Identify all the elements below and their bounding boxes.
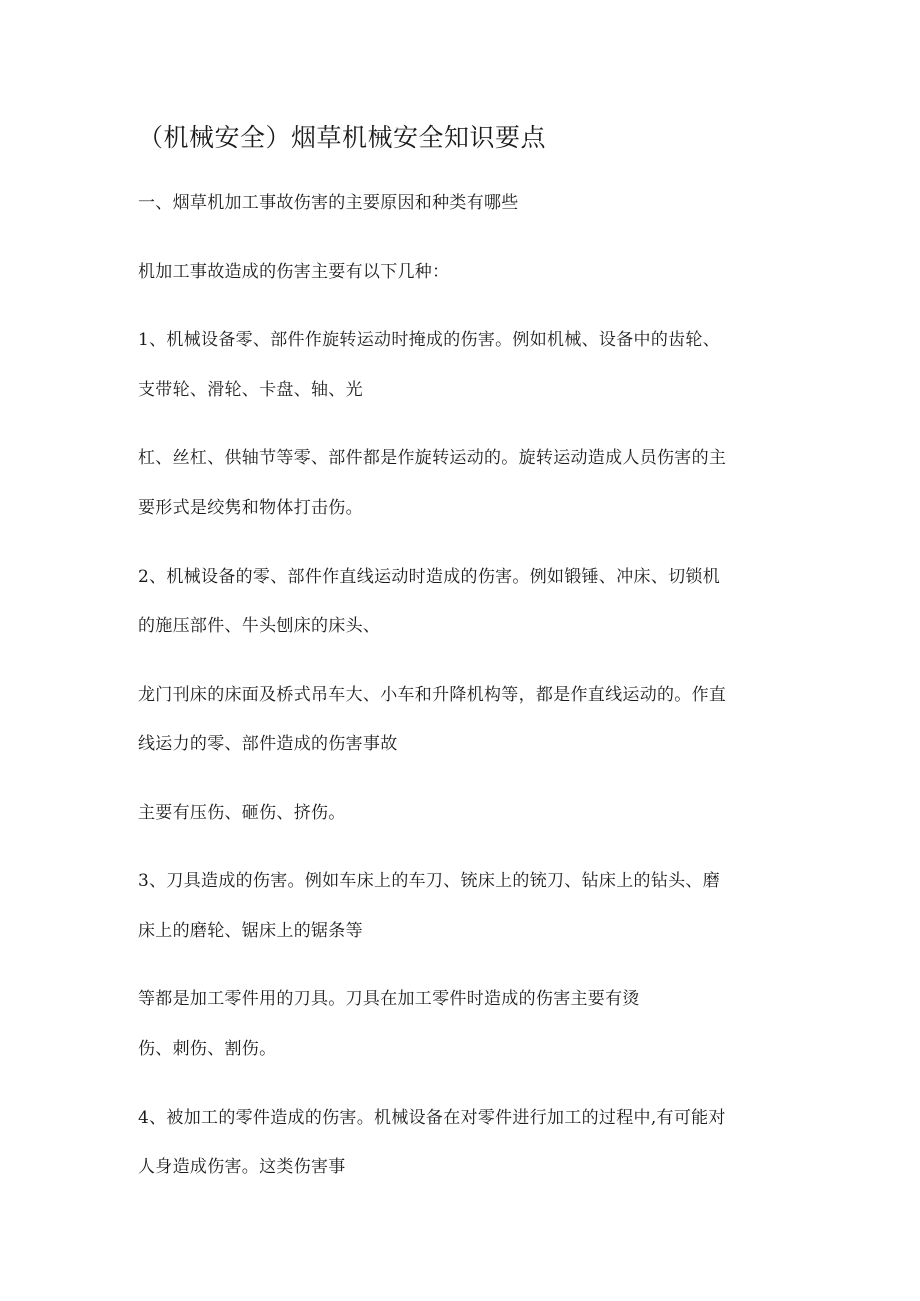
intro-text: 机加工事故造成的伤害主要有以下几种： [138,262,450,282]
paragraph-8-line-2: 人身造成伤害。这类伤害事 [138,1157,346,1177]
paragraph-7-line-2: 伤、刺伤、割伤。 [138,1039,277,1059]
paragraph-2-line-1: 杠、丝杠、供轴节等零、部件都是作旋转运动的。旋转运动造成人员伤害的主 [138,448,727,468]
paragraph-6-line-2: 床上的磨轮、锯床上的锯条等 [138,921,363,941]
paragraph-4-line-1: 龙门刊床的床面及桥式吊车大、小车和升降机构等，都是作直线运动的。作直 [138,685,727,705]
paragraph-6-line-1: 3、刀具造成的伤害。例如车床上的车刀、铳床上的铳刀、钻床上的钻头、磨 [138,871,721,891]
paragraph-2-line-2: 要形式是绞隽和物体打击伤。 [138,498,363,518]
paragraph-7-line-1: 等都是加工零件用的刀具。刀具在加工零件时造成的伤害主要有烫 [138,989,640,1009]
paragraph-8-line-1: 4、被加工的零件造成的伤害。机械设备在对零件进行加工的过程中,有可能对 [138,1108,726,1128]
paragraph-3-line-2: 的施压部件、牛头刨床的床头、 [138,616,381,636]
paragraph-1-line-1: 1、机械设备零、部件作旋转运动时掩成的伤害。例如机械、设备中的齿轮、 [138,330,721,350]
paragraph-4-line-2: 线运力的零、部件造成的伤害事故 [138,734,398,754]
document-title: （机械安全）烟草机械安全知识要点 [138,123,547,152]
paragraph-5-line-1: 主要有压伤、砸伤、挤伤。 [138,803,346,823]
section-heading: 一、烟草机加工事故伤害的主要原因和种类有哪些 [138,193,519,213]
paragraph-1-line-2: 支带轮、滑轮、卡盘、轴、光 [138,380,363,400]
paragraph-3-line-1: 2、机械设备的零、部件作直线运动时造成的伤害。例如锻锤、冲床、切锁机 [138,567,721,587]
